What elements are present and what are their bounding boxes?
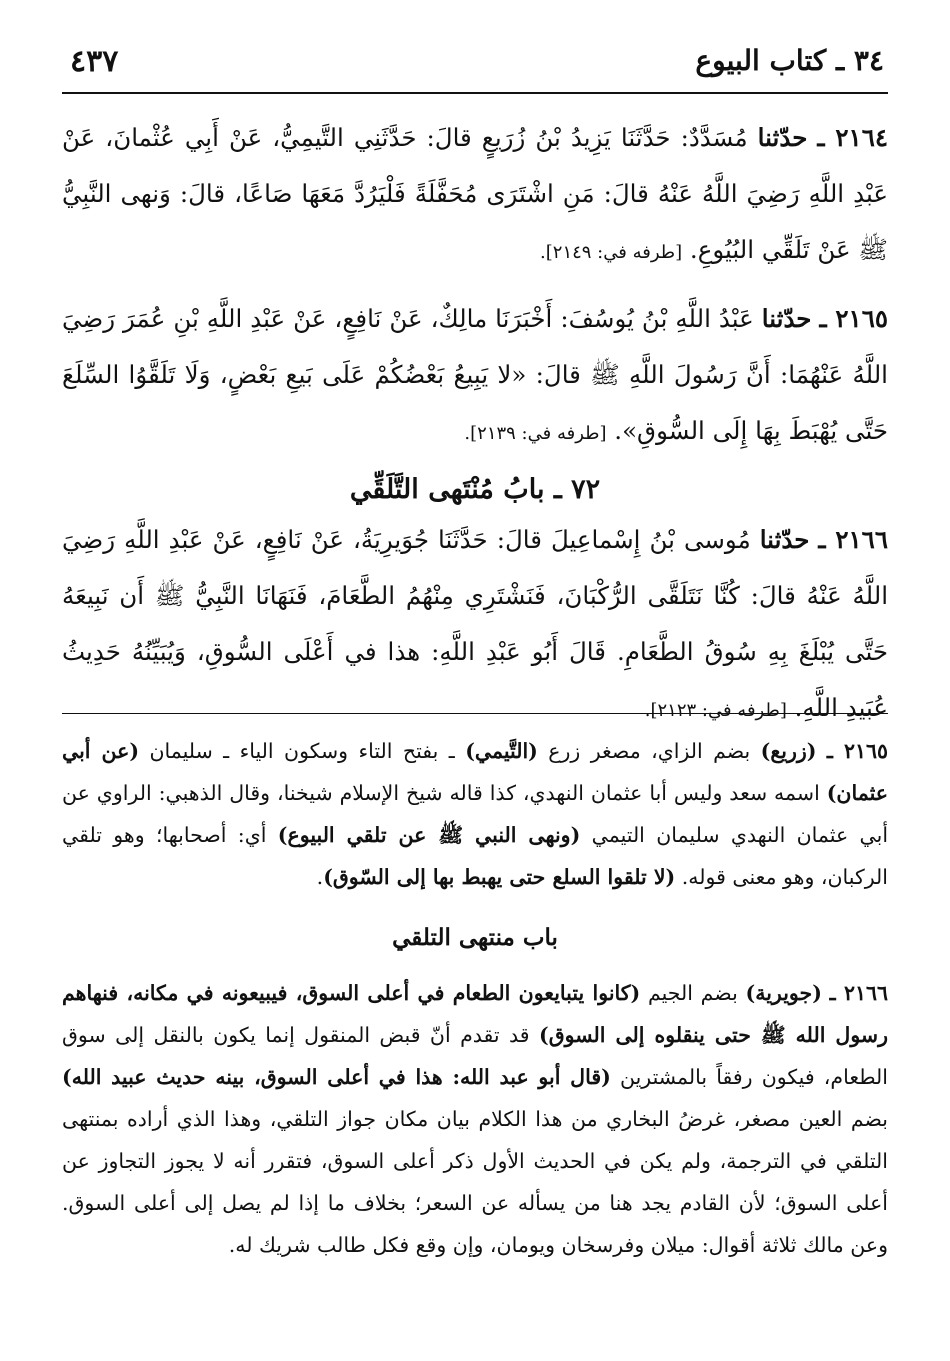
hadith-lead: حدّثنا	[761, 304, 812, 333]
quoted-term: (ونهى النبي ﷺ عن تلقي البيوع)	[277, 823, 581, 847]
note-text: بضم الزاي، مصغر زرع	[537, 739, 761, 763]
quoted-term: (التَّيمي)	[465, 739, 538, 763]
main-text	[62, 110, 888, 739]
note-text: بضم العين مصغر، غرضُ البخاري من هذا الكلام بيان مكان جواز التلقي، وهذا الذي أراده بمنتهى التلقي في الترجمة، ولم يكن في الحديث الأول ذكر أعلى السوق، فتقرر أنه لا يجوز التجاوز عن أعلى السوق؛ لأن القادم يجد هنا من يسأله عن السعر؛ بخلاف ما إذا لم يصل إلى أعلى السوق. وعن مالك ثلاثة أقوال: ميلان وفرسخان ويومان، وإن وقع فكل طالب شريك له.	[62, 1107, 888, 1257]
hadith-2164	[62, 110, 888, 281]
book-page	[62, 30, 888, 1330]
quoted-term: (قال أبو عبد الله: هذا في أعلى السوق، بينه حديث عبيد الله)	[62, 1065, 611, 1089]
quoted-term: (عن أبي عثمان)	[62, 739, 888, 805]
hadith-text: مُسَدَّدٌ: حَدَّثَنَا يَزِيدُ بْنُ زُرَيعٍ قالَ: حَدَّثَنِي التَّيمِيُّ، عَنْ أَبِي عُثْمانَ، عَنْ عَبْدِ اللَّهِ رَضِيَ اللَّهُ عَنْهُ قالَ: مَنِ اشْتَرَى مُحَفَّلَةً فَلْيَرُدَّ مَعَهَا صَاعًا، قالَ: وَنهى النَّبِيُّ ﷺ عَنْ تَلَقِّي البُيُوعِ.	[62, 123, 888, 264]
commentary-2165	[62, 730, 888, 898]
running-header	[62, 30, 888, 90]
hadith-text: عَبْدُ اللَّهِ بْنُ يُوسُفَ: أَخْبَرَنَا مالِكٌ، عَنْ نَافِعٍ، عَنْ عَبْدِ اللَّهِ بْنِ عُمَرَ رَضِيَ اللَّهُ عَنْهُمَا: أَنَّ رَسُولَ اللَّهِ ﷺ قالَ: «لا يَبِيعُ بَعْضُكُمْ عَلَى بَيعِ بَعْضٍ، وَلَا تَلَقَّوُا السِّلَعَ حَتَّى يُهْبَطَ بِهَا إِلَى السُّوقِ».	[62, 304, 888, 445]
page-number: ٤٣٧	[70, 44, 119, 79]
hadith-2166	[62, 512, 888, 739]
hadith-number: ٢١٦٦ ـ	[818, 525, 888, 554]
hadith-number: ٢١٦٤ ـ	[817, 123, 889, 152]
chapter-heading: ٧٢ ـ بابُ مُنْتَهى التَّلَقِّي	[349, 474, 601, 505]
cross-reference: [طرفه في: ٢١٤٩].	[540, 242, 683, 263]
note-text: قد تقدم أنّ قبض المنقول إنما يكون بالنقل إلى سوق الطعام، فيكون رفقاً بالمشترين	[62, 1023, 888, 1089]
quoted-term: (كانوا يتبايعون الطعام في أعلى السوق، فيبيعونه في مكانه، فنهاهم رسول الله ﷺ حتى ينقلوه إلى السوق)	[62, 981, 888, 1047]
chapter-title: ٣٤ ـ كتاب البيوع	[695, 44, 884, 77]
hadith-lead: حدّثنا	[757, 123, 808, 152]
quoted-term: (جويرية)	[745, 981, 822, 1005]
hadith-2165	[62, 291, 888, 462]
header-divider	[62, 92, 888, 94]
commentary-chapter-heading: باب منتهى التلقي	[392, 924, 558, 951]
cross-reference: [طرفه في: ٢١٣٩].	[464, 423, 607, 444]
hadith-number: ٢١٦٥ ـ	[819, 304, 889, 333]
commentary-section	[62, 730, 888, 1266]
note-text: .	[316, 865, 324, 889]
hadith-text: مُوسى بْنُ إِسْماعِيلَ قالَ: حَدَّثَنَا جُوَيرِيَةُ، عَنْ نَافِعٍ، عَنْ عَبْدِ اللَّهِ رَضِيَ اللَّهُ عَنْهُ قالَ: كُنَّا نَتَلَقَّى الرُّكْبَانَ، فَنَشْتَرِي مِنْهُمُ الطَّعَامَ، فَنَهَانَا النَّبِيُّ ﷺ أَن نَبِيعَهُ حَتَّى يُبْلَغَ بِهِ سُوقُ الطَّعَامِ. قَالَ أَبُو عَبْدِ اللَّهِ: هذا في أَعْلَى السُّوقِ، وَيُبَيِّنُهُ حَدِيثُ عُبَيدِ اللَّهِ.	[62, 525, 888, 722]
hadith-lead: حدّثنا	[759, 525, 810, 554]
quoted-term: (لا تلقوا السلع حتى يهبط بها إلى السّوق)	[323, 865, 676, 889]
note-text: ـ بفتح التاء وسكون الياء ـ سليمان	[139, 739, 466, 763]
quoted-term: (زريع)	[760, 739, 817, 763]
commentary-2166	[62, 972, 888, 1266]
note-number: ٢١٦٦ ـ	[829, 981, 888, 1005]
note-text: بضم الجيم	[640, 981, 746, 1005]
footnote-divider	[62, 713, 888, 714]
note-number: ٢١٦٥ ـ	[826, 739, 888, 763]
note-text: أي: أصحابها؛ وهو تلقي الركبان، وهو معنى قوله.	[62, 823, 888, 889]
note-text: اسمه سعد وليس أبا عثمان النهدي، كذا قاله شيخ الإسلام شيخنا، وقال الذهبي: الراوي عن أبي عثمان النهدي سليمان التيمي	[62, 781, 889, 847]
cross-reference: [طرفه في: ٢١٢٣].	[644, 700, 787, 721]
